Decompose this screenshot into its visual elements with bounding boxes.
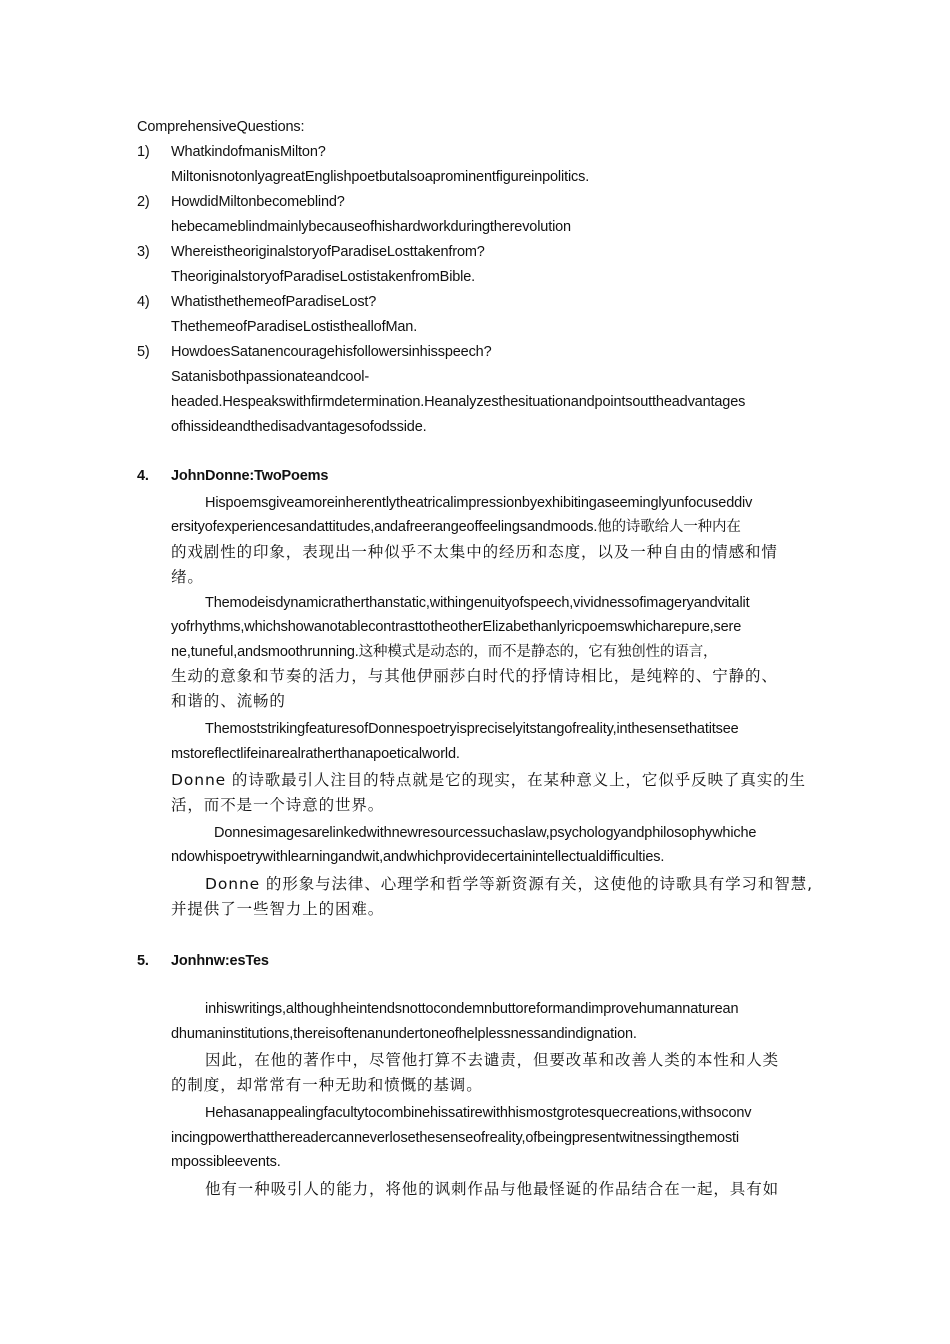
question-text: HowdoesSatanencouragehisfollowersinhisspeech?: [171, 344, 492, 360]
question-number: 5): [137, 344, 150, 360]
answer-text: TheoriginalstoryofParadiseLostistakenfromBible.: [171, 269, 476, 285]
question-text: WhereistheoriginalstoryofParadiseLosttakenfrom?: [171, 244, 485, 260]
paragraph-line: 活，而不是一个诗意的世界。: [171, 796, 385, 814]
paragraph-line: yofrhythms,whichshowanotablecontrasttotheotherElizabethanlyricpoemswhicharepure,sere: [171, 619, 742, 635]
section-number: 5.: [137, 953, 149, 969]
question-text: HowdidMiltonbecomeblind?: [171, 194, 345, 210]
question-number: 3): [137, 244, 150, 260]
answer-text: hebecameblindmainlybecauseofhishardworkduringtherevolution: [171, 219, 571, 235]
question-text: WhatisthethemeofParadiseLost?: [171, 294, 377, 310]
paragraph-line: Themodeisdynamicratherthanstatic,withingenuityofspeech,vividnessofimageryandvitalit: [205, 595, 750, 611]
paragraph-line: 和谐的、流畅的: [171, 692, 286, 710]
paragraph-line: Donne 的形象与法律、心理学和哲学等新资源有关，这使他的诗歌具有学习和智慧,: [205, 875, 813, 893]
paragraph-line: ndowhispoetrywithlearningandwit,andwhichprovidecertainintellectualdifficulties.: [171, 849, 665, 865]
paragraph-line: inhiswritings,althoughheintendsnottocondemnbuttoreformandimprovehumannaturean: [205, 1001, 739, 1017]
paragraph-line: incingpowerthatthereadercanneverlosethesenseofreality,ofbeingpresentwitnessingthemosti: [171, 1130, 739, 1146]
answer-text: headed.Hespeakswithfirmdetermination.Heanalyzesthesituationandpointsouttheadvantages: [171, 394, 746, 410]
paragraph-line: 生动的意象和节奏的活力，与其他伊丽莎白时代的抒情诗相比，是纯粹的、宁静的、: [171, 667, 778, 685]
answer-text: ofhissideandthedisadvantagesofodsside.: [171, 419, 427, 435]
paragraph-line: 的戏剧性的印象，表现出一种似乎不太集中的经历和态度，以及一种自由的情感和情: [171, 543, 778, 561]
paragraph-line: ersityofexperiencesandattitudes,andafreerangeoffeelingsandmoods.他的诗歌给人一种内在: [171, 519, 741, 535]
paragraph-line: 因此，在他的著作中，尽管他打算不去谴责，但要改革和改善人类的本性和人类: [205, 1051, 780, 1069]
paragraph-line: ThemoststrikingfeaturesofDonnespoetryispreciselyitstangofreality,inthesensethatitsee: [205, 721, 739, 737]
question-text: WhatkindofmanisMilton?: [171, 144, 326, 160]
section-title: Jonhnw:esTes: [171, 953, 269, 969]
paragraph-line: Donnesimagesarelinkedwithnewresourcessuchaslaw,psychologyandphilosophywhiche: [214, 825, 757, 841]
section-title: JohnDonne:TwoPoems: [171, 468, 329, 484]
paragraph-line: 的制度，却常常有一种无助和愤慨的基调。: [171, 1076, 483, 1094]
answer-text: ThethemeofParadiseLostistheallofMan.: [171, 319, 418, 335]
answer-text: MiltonisnotonlyagreatEnglishpoetbutalsoaprominentfigureinpolitics.: [171, 169, 590, 185]
question-number: 1): [137, 144, 150, 160]
paragraph-line: Hispoemsgiveamoreinherentlytheatricalimpressionbyexhibitingaseeminglyunfocuseddiv: [205, 495, 753, 511]
paragraph-line: Donne 的诗歌最引人注目的特点就是它的现实，在某种意义上，它似乎反映了真实的生: [171, 771, 806, 789]
paragraph-line: 他有一种吸引人的能力，将他的讽刺作品与他最怪诞的作品结合在一起，具有如: [205, 1180, 780, 1198]
section-number: 4.: [137, 468, 149, 484]
paragraph-line: Hehasanappealingfacultytocombinehissatirewithhismostgrotesquecreations,withsoconv: [205, 1105, 752, 1121]
comprehensive-questions-heading: ComprehensiveQuestions:: [137, 119, 305, 135]
question-number: 2): [137, 194, 150, 210]
question-number: 4): [137, 294, 150, 310]
paragraph-line: 并提供了一些智力上的困难。: [171, 900, 385, 918]
paragraph-line: 绪。: [171, 568, 204, 586]
paragraph-line: mpossibleevents.: [171, 1154, 281, 1170]
paragraph-line: mstoreflectlifeinarealratherthanapoeticalworld.: [171, 746, 460, 762]
paragraph-line: dhumaninstitutions,thereisoftenanundertoneofhelplessnessandindignation.: [171, 1026, 637, 1042]
answer-text: Satanisbothpassionateandcool-: [171, 369, 369, 385]
paragraph-line: ne,tuneful,andsmoothrunning.这种模式是动态的，而不是静态的，它有独创性的语言，: [171, 644, 718, 660]
